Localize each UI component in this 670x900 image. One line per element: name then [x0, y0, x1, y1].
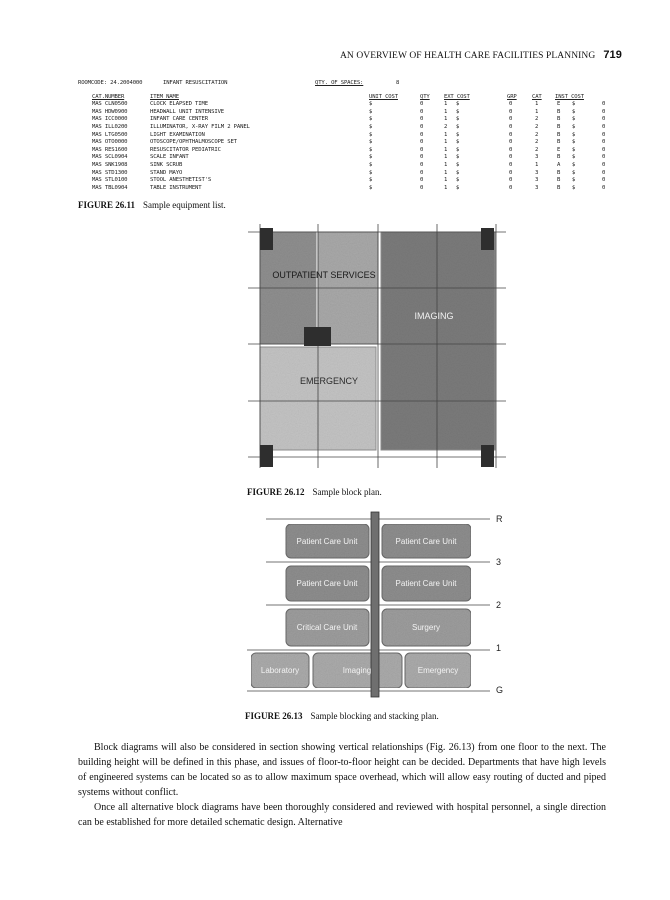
equipment-row: [78, 101, 606, 109]
equipment-cell: 0: [602, 116, 606, 123]
equipment-cell: 0: [602, 184, 606, 191]
equipment-row: [78, 170, 606, 178]
equipment-cell: 1: [444, 177, 448, 184]
equipment-cell: CLOCK ELAPSED TIME: [150, 101, 208, 108]
equipment-cell: 0: [602, 146, 606, 153]
equipment-cell: STAND MAYO: [150, 169, 183, 176]
equipment-cell: E: [557, 101, 561, 108]
running-header-title: AN OVERVIEW OF HEALTH CARE FACILITIES PLANNING: [339, 51, 596, 61]
equipment-cell: MAS CLN0500: [92, 101, 128, 108]
equipment-cell: $: [369, 123, 373, 130]
equipment-cell: B: [557, 169, 561, 176]
equipment-cell: $: [456, 131, 460, 138]
equipment-cell: 0: [420, 139, 424, 146]
equipment-cell: B: [557, 116, 561, 123]
dept-label: Critical Care Unit: [296, 623, 358, 632]
equipment-cell: 0: [420, 108, 424, 115]
equipment-cell: 0: [509, 131, 513, 138]
equipment-cell: 1: [535, 161, 539, 168]
column-header: EXT_COST: [444, 93, 470, 100]
equipment-cell: 1: [444, 161, 448, 168]
equipment-row: [78, 147, 606, 155]
equipment-cell: MAS OTO0000: [92, 139, 128, 146]
equipment-cell: 0: [509, 161, 513, 168]
body-text: [78, 740, 606, 830]
equipment-cell: B: [557, 108, 561, 115]
equipment-cell: INFANT CARE CENTER: [150, 116, 208, 123]
dept-label: Patient Care Unit: [395, 579, 457, 588]
equipment-cell: 0: [602, 169, 606, 176]
equipment-cell: SCALE INFANT: [150, 154, 189, 161]
equipment-cell: 0: [420, 169, 424, 176]
block-label-emergency: EMERGENCY: [299, 376, 359, 386]
equipment-cell: 0: [420, 154, 424, 161]
equipment-cell: $: [369, 139, 373, 146]
equipment-cell: 1: [444, 116, 448, 123]
equipment-row: [78, 154, 606, 162]
paragraph: Once all alternative block diagrams have been thoroughly considered and reviewed with hospital personnel, a single direction can be established for more detailed schematic design. Alternative: [78, 802, 606, 828]
equipment-cell: OTOSCOPE/OPHTHALMOSCOPE SET: [150, 139, 237, 146]
equipment-cell: ILLUMINATOR, X-RAY FILM 2 PANEL: [150, 123, 250, 130]
equipment-cell: 0: [602, 139, 606, 146]
equipment-cell: 0: [602, 161, 606, 168]
equipment-cell: $: [369, 161, 373, 168]
equipment-cell: 0: [509, 108, 513, 115]
equipment-cell: $: [369, 116, 373, 123]
equipment-cell: 0: [602, 108, 606, 115]
equipment-row: [78, 132, 606, 140]
equipment-cell: 1: [444, 139, 448, 146]
equipment-cell: 0: [602, 123, 606, 130]
figure-26-12-caption: [247, 487, 382, 497]
equipment-cell: $: [456, 123, 460, 130]
level-label: 3: [496, 557, 502, 567]
equipment-cell: $: [572, 139, 576, 146]
equipment-cell: RESUSCITATOR PEDIATRIC: [150, 146, 221, 153]
equipment-cell: B: [557, 154, 561, 161]
column-header: UNIT_COST: [369, 93, 398, 100]
equipment-cell: 1: [444, 108, 448, 115]
dept-label: Patient Care Unit: [296, 537, 358, 546]
equipment-cell: $: [369, 177, 373, 184]
equipment-cell: $: [369, 131, 373, 138]
equipment-cell: B: [557, 131, 561, 138]
dept-label: Patient Care Unit: [296, 579, 358, 588]
equipment-cell: 0: [602, 177, 606, 184]
figure-number: FIGURE 26.13: [245, 711, 303, 721]
equipment-row: [78, 139, 606, 147]
equipment-cell: 0: [420, 123, 424, 130]
equipment-cell: 0: [509, 139, 513, 146]
equipment-cell: $: [572, 169, 576, 176]
figure-26-11-caption: [78, 200, 226, 210]
equipment-cell: $: [369, 169, 373, 176]
imaging-block: [381, 232, 495, 450]
equipment-cell: MAS RES1600: [92, 146, 128, 153]
dept-label: Imaging: [342, 666, 372, 675]
equipment-cell: MAS STL0100: [92, 177, 128, 184]
equipment-cell: MAS SCL0904: [92, 154, 128, 161]
page-number: 719: [603, 49, 622, 61]
room-code: ROOMCODE: 24.2004000: [78, 80, 143, 86]
figure-text: Sample block plan.: [312, 487, 382, 497]
equipment-cell: 1: [444, 146, 448, 153]
equipment-cell: 0: [509, 146, 513, 153]
equipment-row: [78, 109, 606, 117]
equipment-cell: MAS TBL0904: [92, 184, 128, 191]
equipment-cell: 0: [420, 161, 424, 168]
equipment-cell: MAS ILL0200: [92, 123, 128, 130]
equipment-cell: 0: [509, 169, 513, 176]
equipment-cell: $: [369, 154, 373, 161]
equipment-cell: $: [572, 184, 576, 191]
figure-26-13-caption: [245, 711, 439, 721]
equipment-cell: $: [572, 154, 576, 161]
running-header: [340, 49, 622, 61]
equipment-cell: 2: [535, 123, 539, 130]
level-label: G: [496, 685, 504, 695]
equipment-row: [78, 162, 606, 170]
spaces-label: QTY._OF_SPACES:: [315, 80, 364, 86]
block-label-outpatient: OUTPATIENT SERVICES: [272, 270, 376, 280]
column-header: QTY: [420, 93, 430, 100]
equipment-cell: 1: [444, 101, 448, 108]
figure-text: Sample blocking and stacking plan.: [310, 711, 439, 721]
equipment-cell: MAS HDW0900: [92, 108, 128, 115]
equipment-cell: 0: [509, 101, 513, 108]
equipment-cell: $: [369, 101, 373, 108]
block-plan-figure: [244, 220, 509, 482]
equipment-cell: 3: [535, 154, 539, 161]
equipment-columns: [78, 94, 606, 102]
equipment-cell: $: [456, 116, 460, 123]
equipment-cell: HEADWALL UNIT INTENSIVE: [150, 108, 225, 115]
equipment-cell: 0: [602, 131, 606, 138]
column-header: ITEM_NAME: [150, 93, 179, 100]
equipment-cell: 2: [535, 116, 539, 123]
equipment-cell: 0: [602, 101, 606, 108]
equipment-cell: 0: [509, 123, 513, 130]
equipment-cell: SINK SCRUB: [150, 161, 183, 168]
equipment-cell: $: [369, 108, 373, 115]
equipment-cell: $: [572, 146, 576, 153]
equipment-cell: 0: [509, 184, 513, 191]
vertical-core: [371, 512, 379, 697]
equipment-cell: 0: [509, 154, 513, 161]
equipment-cell: $: [572, 123, 576, 130]
dept-label: Laboratory: [260, 666, 300, 675]
column-header: CAT.NUMBER: [92, 93, 125, 100]
figure-number: FIGURE 26.11: [78, 200, 136, 210]
equipment-list: [78, 80, 606, 192]
equipment-cell: $: [456, 177, 460, 184]
equipment-cell: $: [572, 116, 576, 123]
level-label: 2: [496, 600, 502, 610]
equipment-cell: $: [572, 108, 576, 115]
column-header: GRP: [507, 93, 517, 100]
paragraph: Block diagrams will also be considered in section showing vertical relationships (Fig. 26.13) from one floor to the next. The building height will be defined in this phase, and issues of floor-to-floor height can be decided. Departments that have high levels of engineered systems can be located so as to allow maximum space overhead, which will allow easy routing of ducted and piped systems without conflict.: [78, 742, 606, 798]
equipment-cell: 3: [535, 169, 539, 176]
equipment-cell: MAS LTG0500: [92, 131, 128, 138]
equipment-cell: $: [572, 177, 576, 184]
equipment-cell: $: [572, 101, 576, 108]
equipment-cell: 2: [535, 146, 539, 153]
equipment-cell: $: [456, 184, 460, 191]
equipment-cell: 0: [420, 184, 424, 191]
equipment-cell: 0: [420, 116, 424, 123]
equipment-cell: 1: [444, 154, 448, 161]
equipment-cell: $: [456, 154, 460, 161]
spaces-value: 8: [396, 80, 400, 86]
equipment-cell: 3: [535, 184, 539, 191]
equipment-row: [78, 177, 606, 185]
equipment-cell: 1: [535, 101, 539, 108]
equipment-cell: B: [557, 123, 561, 130]
equipment-cell: 3: [535, 177, 539, 184]
equipment-cell: 2: [535, 131, 539, 138]
equipment-cell: MAS STD1300: [92, 169, 128, 176]
level-label: R: [496, 514, 503, 524]
equipment-cell: MAS ICC0000: [92, 116, 128, 123]
equipment-cell: 0: [420, 177, 424, 184]
equipment-cell: $: [456, 101, 460, 108]
room-name: INFANT RESUSCITATION: [163, 80, 228, 86]
dept-label: Surgery: [411, 623, 441, 632]
equipment-cell: $: [456, 146, 460, 153]
equipment-cell: LIGHT EXAMINATION: [150, 131, 205, 138]
dept-label: Patient Care Unit: [395, 537, 457, 546]
stacking-plan-figure: [242, 510, 517, 700]
equipment-list-header: [78, 80, 606, 88]
equipment-cell: 0: [509, 177, 513, 184]
equipment-cell: $: [456, 139, 460, 146]
figure-text: Sample equipment list.: [143, 200, 226, 210]
equipment-cell: B: [557, 184, 561, 191]
equipment-row: [78, 185, 606, 193]
equipment-cell: 0: [420, 101, 424, 108]
equipment-cell: 0: [509, 116, 513, 123]
equipment-cell: $: [572, 131, 576, 138]
equipment-cell: TABLE INSTRUMENT: [150, 184, 202, 191]
equipment-cell: 1: [535, 108, 539, 115]
equipment-cell: $: [456, 161, 460, 168]
equipment-cell: 0: [420, 131, 424, 138]
equipment-cell: B: [557, 139, 561, 146]
equipment-cell: $: [572, 161, 576, 168]
column-header: CAT: [532, 93, 542, 100]
column-header: INST_COST: [555, 93, 584, 100]
equipment-cell: 1: [444, 184, 448, 191]
equipment-cell: $: [456, 169, 460, 176]
equipment-cell: $: [369, 146, 373, 153]
block-label-imaging: IMAGING: [414, 311, 454, 321]
figure-number: FIGURE 26.12: [247, 487, 305, 497]
equipment-cell: A: [557, 161, 561, 168]
equipment-cell: 0: [602, 154, 606, 161]
equipment-cell: E: [557, 146, 561, 153]
equipment-row: [78, 116, 606, 124]
equipment-cell: $: [456, 108, 460, 115]
equipment-row: [78, 124, 606, 132]
equipment-cell: B: [557, 177, 561, 184]
equipment-cell: 1: [444, 131, 448, 138]
equipment-cell: 2: [535, 139, 539, 146]
equipment-cell: STOOL ANESTHETIST'S: [150, 177, 212, 184]
equipment-cell: MAS SNK1908: [92, 161, 128, 168]
equipment-cell: 1: [444, 169, 448, 176]
dept-label: Emergency: [417, 666, 459, 675]
equipment-cell: $: [369, 184, 373, 191]
equipment-cell: 2: [444, 123, 448, 130]
equipment-cell: 0: [420, 146, 424, 153]
level-label: 1: [496, 643, 502, 653]
